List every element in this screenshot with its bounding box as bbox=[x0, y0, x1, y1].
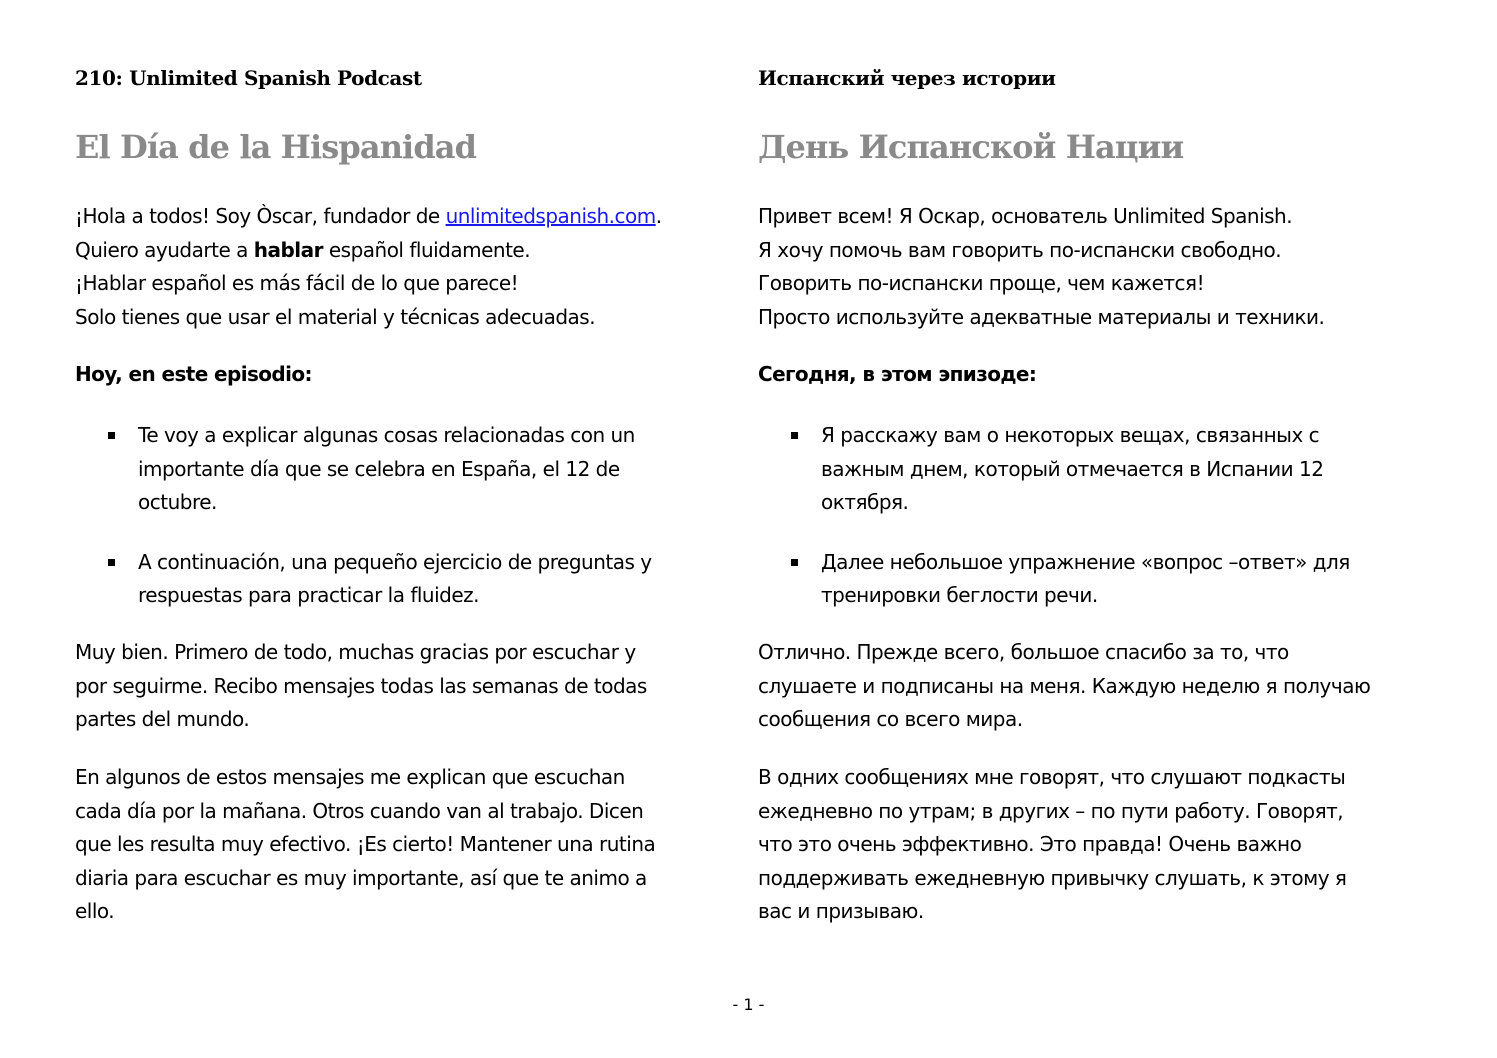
paragraph-line: partes del mundo. bbox=[75, 707, 250, 731]
intro-line bbox=[75, 200, 662, 234]
page-title: El Día de la Hispanidad bbox=[75, 128, 477, 166]
paragraph-line: вас и призываю. bbox=[758, 899, 924, 923]
body-paragraph bbox=[75, 761, 755, 929]
paragraph-line: Muy bien. Primero de todo, muchas gracias por escuchar y bbox=[75, 640, 636, 664]
bullet-text: октября. bbox=[821, 490, 909, 514]
paragraph-line: que les resulta muy efectivo. ¡Es cierto! Mantener una rutina bbox=[75, 832, 656, 856]
bullet-text: respuestas para practicar la fluidez. bbox=[138, 583, 480, 607]
episode-bullet-list bbox=[758, 419, 1428, 639]
paragraph-line: ежедневно по утрам; в других – по пути работу. Говорят, bbox=[758, 798, 1344, 823]
bullet-text: Te voy a explicar algunas cosas relacionadas con un bbox=[138, 423, 635, 447]
intro-line bbox=[75, 234, 662, 268]
paragraph-line: слушаете и подписаны на меня. Каждую неделю я получаю bbox=[758, 673, 1371, 698]
paragraph-line: В одних сообщениях мне говорят, что слушают подкасты bbox=[758, 765, 1346, 789]
intro-line: Solo tienes que usar el material y técnicas adecuadas. bbox=[75, 304, 596, 329]
intro-text: ¡Hola a todos! Soy Òscar, fundador de bbox=[75, 204, 446, 228]
page-title: День Испанской Нации bbox=[758, 128, 1184, 166]
paragraph-line: En algunos de estos mensajes me explican que escuchan bbox=[75, 765, 625, 789]
list-item bbox=[75, 546, 745, 613]
paragraph-line: diaria para escuchar es muy importante, así que te animo a bbox=[75, 865, 647, 890]
website-link[interactable]: unlimitedspanish.com bbox=[445, 204, 656, 228]
podcast-header: 210: Unlimited Spanish Podcast bbox=[75, 66, 422, 90]
body-paragraph bbox=[75, 636, 755, 737]
paragraph-line: por seguirme. Recibo mensajes todas las semanas de todas bbox=[75, 673, 647, 698]
paragraph-line: Отлично. Прежде всего, большое спасибо за то, что bbox=[758, 640, 1289, 664]
bullet-text: importante día que se celebra en España, el 12 de bbox=[138, 456, 620, 481]
paragraph-line: поддерживать ежедневную привычку слушать, к этому я bbox=[758, 865, 1347, 890]
intro-text: . bbox=[655, 204, 662, 228]
bullet-text: A continuación, una pequeño ejercicio de preguntas y bbox=[138, 549, 652, 574]
list-item bbox=[75, 419, 745, 520]
intro-paragraph bbox=[75, 200, 662, 334]
intro-line: Я хочу помочь вам говорить по-испански свободно. bbox=[758, 237, 1282, 262]
intro-paragraph bbox=[758, 200, 1324, 334]
bullet-text: Я расскажу вам о некоторых вещах, связанных с bbox=[821, 423, 1320, 447]
episode-bullet-list bbox=[75, 419, 745, 639]
list-item bbox=[758, 546, 1428, 613]
paragraph-line: что это очень эффективно. Это правда! Очень важно bbox=[758, 832, 1302, 856]
intro-line: Говорить по-испански проще, чем кажется! bbox=[758, 271, 1205, 295]
bold-word: hablar bbox=[253, 237, 323, 262]
intro-line: Просто используйте адекватные материалы и техники. bbox=[758, 304, 1325, 329]
body-paragraph bbox=[758, 636, 1438, 737]
paragraph-line: cada día por la mañana. Otros cuando van al trabajo. Dicen bbox=[75, 798, 644, 823]
body-paragraph bbox=[758, 761, 1438, 929]
square-bullet-icon bbox=[791, 432, 798, 439]
intro-line: ¡Hablar español es más fácil de lo que parece! bbox=[75, 271, 519, 295]
square-bullet-icon bbox=[108, 432, 115, 439]
square-bullet-icon bbox=[108, 559, 115, 566]
podcast-header: Испанский через истории bbox=[758, 66, 1056, 90]
bullet-text: Далее небольшое упражнение «вопрос –ответ» для bbox=[821, 549, 1350, 574]
paragraph-line: ello. bbox=[75, 899, 115, 923]
intro-text: Quiero ayudarte a bbox=[75, 237, 254, 262]
intro-text: español fluidamente. bbox=[322, 237, 531, 262]
list-item bbox=[758, 419, 1428, 520]
intro-line: Привет всем! Я Оскар, основатель Unlimited Spanish. bbox=[758, 204, 1293, 228]
episode-subheading: Сегодня, в этом эпизоде: bbox=[758, 362, 1037, 386]
paragraph-line: сообщения со всего мира. bbox=[758, 707, 1023, 731]
square-bullet-icon bbox=[791, 559, 798, 566]
bullet-text: octubre. bbox=[138, 490, 217, 514]
episode-subheading: Hoy, en este episodio: bbox=[75, 362, 312, 386]
bullet-text: тренировки беглости речи. bbox=[821, 583, 1098, 607]
bullet-text: важным днем, который отмечается в Испании 12 bbox=[821, 456, 1324, 481]
page-number: - 1 - bbox=[732, 995, 765, 1014]
